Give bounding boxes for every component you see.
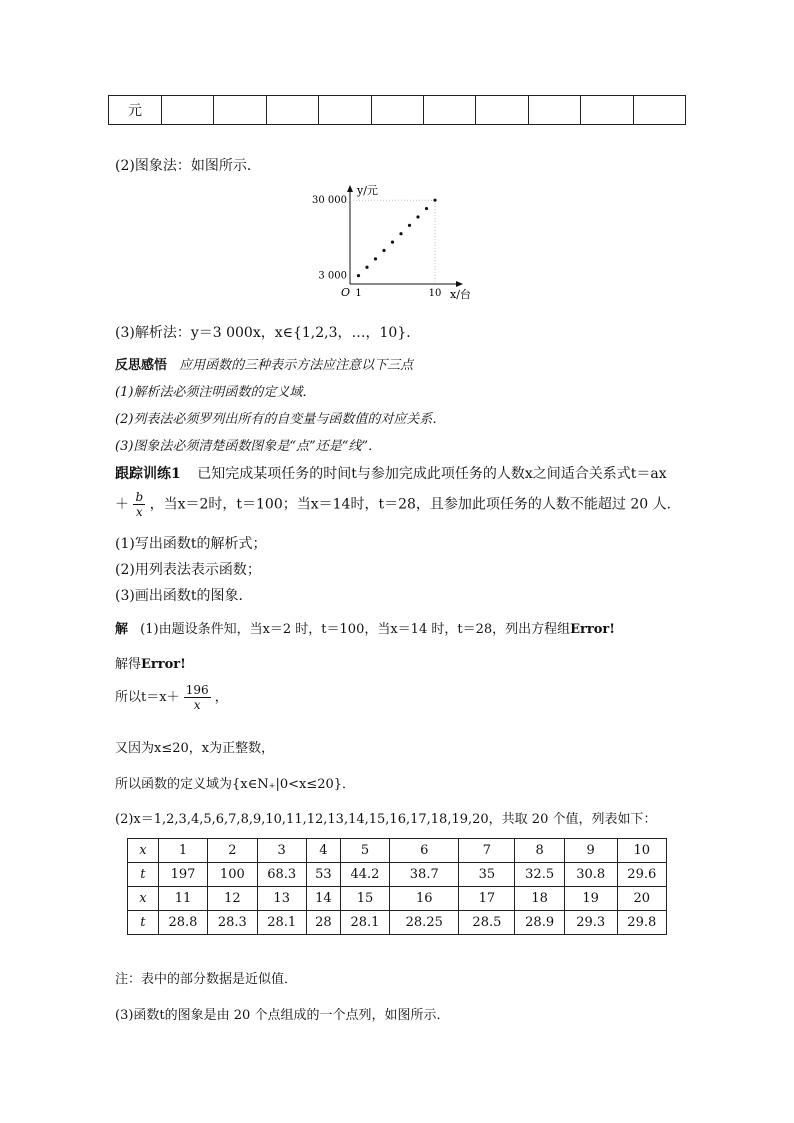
error-text: Error!	[141, 657, 186, 672]
table-cell: 11	[158, 887, 207, 911]
top-table-cell	[633, 96, 685, 125]
top-table-cell	[423, 96, 475, 125]
table-row-header: t	[128, 911, 159, 935]
x-axis-label: x/台	[450, 288, 471, 301]
table-cell: 18	[515, 887, 564, 911]
reflection-heading	[115, 354, 413, 373]
graph-method-text: (2)图象法：如图所示．	[115, 158, 261, 174]
fraction-denominator: x	[193, 698, 201, 712]
table-cell: 53	[306, 863, 340, 887]
table-cell: 32.5	[515, 863, 564, 887]
exercise-question-1: (1)写出函数t的解析式；	[115, 536, 267, 552]
data-point	[399, 232, 402, 235]
x-tick-label: 10	[428, 288, 442, 299]
y-tick-label: 3 000	[318, 270, 347, 282]
table-row	[128, 887, 667, 911]
y-axis-label: y/元	[357, 184, 378, 197]
solution-text-3: 所以t＝x＋	[115, 690, 180, 705]
top-table-cell	[476, 96, 528, 125]
solution-line-1	[115, 618, 615, 637]
table-cell: 28.1	[340, 911, 389, 935]
y-tick-label: 30 000	[312, 195, 347, 207]
table-cell: 28	[306, 911, 340, 935]
solution-fraction	[184, 683, 211, 712]
table-cell: 12	[208, 887, 257, 911]
table-cell: 29.8	[617, 911, 666, 935]
solution-line-3	[115, 683, 228, 712]
solution-line-6: (2)x＝1,2,3,4,5,6,7,8,9,10,11,12,13,14,15,16,17,18,19,20，共取 20 个值，列表如下：	[115, 812, 657, 827]
table-cell: 17	[459, 887, 515, 911]
exercise-line-2	[115, 490, 681, 519]
table-cell: 38.7	[390, 863, 459, 887]
error-text: Error!	[570, 622, 615, 637]
fraction-numerator: 196	[185, 683, 209, 697]
table-note: 注：表中的部分数据是近似值．	[115, 972, 298, 987]
table-row	[128, 911, 667, 935]
data-point	[433, 199, 436, 202]
table-cell: 197	[158, 863, 207, 887]
reflection-title: 反思感悟	[115, 358, 168, 373]
table-row	[128, 839, 667, 863]
table-cell: 16	[390, 887, 459, 911]
scatter-points	[357, 199, 437, 278]
exercise-question-2: (2)用列表法表示函数；	[115, 562, 261, 578]
top-table-cell	[319, 96, 371, 125]
table-cell: 19	[564, 887, 617, 911]
reflection-point-2: (2)列表法必须罗列出所有的自变量与函数值的对应关系．	[115, 412, 446, 427]
table-cell: 3	[257, 839, 306, 863]
table-cell: 8	[515, 839, 564, 863]
table-cell: 68.3	[257, 863, 306, 887]
solution-text-1: (1)由题设条件知，当x＝2 时，t＝100，当x＝14 时，t＝28，列出方程组	[140, 622, 571, 637]
table-cell: 28.1	[257, 911, 306, 935]
top-table-cell	[371, 96, 423, 125]
origin-label: O	[341, 286, 351, 299]
solution-line-4: 又因为x≤20，x为正整数，	[115, 741, 275, 756]
x-axis-arrow	[456, 281, 463, 287]
data-point	[391, 240, 394, 243]
table-row	[128, 863, 667, 887]
data-point	[382, 249, 385, 252]
solution-line-7: (3)函数t的图象是由 20 个点组成的一个点列，如图所示．	[115, 1008, 450, 1023]
table-cell: 28.25	[390, 911, 459, 935]
fraction-denominator: x	[135, 505, 143, 519]
top-table-row	[109, 96, 686, 125]
data-point	[425, 207, 428, 210]
exercise-fraction	[133, 490, 145, 519]
data-point	[416, 215, 419, 218]
top-table-cell	[266, 96, 318, 125]
table-cell: 29.3	[564, 911, 617, 935]
solution-text-2: 解得	[115, 657, 142, 672]
exercise-text-1: 已知完成某项任务的时间t与参加完成此项任务的人数x之间适合关系式t＝ax	[197, 466, 667, 482]
top-table-cell	[214, 96, 266, 125]
exercise-question-3: (3)画出函数t的图象．	[115, 588, 253, 604]
scatter-chart	[300, 180, 500, 305]
table-row-header: x	[128, 839, 159, 863]
table-cell: 10	[617, 839, 666, 863]
table-cell: 44.2	[340, 863, 389, 887]
analytic-method-text: (3)解析法：y＝3 000x，x∈{1,2,3，…，10}．	[115, 325, 421, 341]
table-cell: 15	[340, 887, 389, 911]
table-cell: 1	[158, 839, 207, 863]
top-table-row-label: 元	[109, 96, 162, 125]
x-tick-label: 1	[355, 288, 362, 299]
table-cell: 7	[459, 839, 515, 863]
solution-label: 解	[115, 622, 129, 637]
solution-text-3-post: ，	[214, 690, 228, 705]
value-table	[127, 838, 667, 935]
table-cell: 9	[564, 839, 617, 863]
top-table-cell	[528, 96, 580, 125]
y-axis-arrow	[347, 185, 353, 192]
exercise-line-1	[115, 463, 667, 483]
reflection-intro: 应用函数的三种表示方法应注意以下三点	[179, 358, 414, 373]
exercise-plus: ＋	[115, 496, 129, 513]
solution-line-2	[115, 653, 186, 672]
table-cell: 28.9	[515, 911, 564, 935]
table-cell: 14	[306, 887, 340, 911]
table-cell: 29.6	[617, 863, 666, 887]
table-row-header: x	[128, 887, 159, 911]
table-cell: 28.8	[158, 911, 207, 935]
reflection-point-3: (3)图象法必须清楚函数图象是“点”还是“线”．	[115, 439, 381, 454]
table-cell: 13	[257, 887, 306, 911]
reflection-point-1: (1)解析法必须注明函数的定义域．	[115, 385, 316, 400]
top-table-cell	[162, 96, 214, 125]
table-cell: 28.3	[208, 911, 257, 935]
table-cell: 100	[208, 863, 257, 887]
solution-line-5: 所以函数的定义域为{x∈N₊|0<x≤20}．	[115, 777, 356, 792]
fraction-numerator: b	[135, 490, 144, 504]
table-cell: 28.5	[459, 911, 515, 935]
table-cell: 20	[617, 887, 666, 911]
data-point	[374, 257, 377, 260]
table-cell: 30.8	[564, 863, 617, 887]
table-cell: 35	[459, 863, 515, 887]
exercise-text-2: ，当x＝2时，t＝100；当x＝14时，t＝28，且参加此项任务的人数不能超过 20 人．	[149, 496, 681, 513]
table-row-header: t	[128, 863, 159, 887]
data-point	[365, 266, 368, 269]
exercise-label: 跟踪训练1	[115, 466, 181, 482]
top-table-cell	[581, 96, 633, 125]
table-cell: 2	[208, 839, 257, 863]
data-point	[357, 274, 360, 277]
top-table	[108, 95, 686, 125]
table-cell: 4	[306, 839, 340, 863]
table-cell: 5	[340, 839, 389, 863]
data-point	[408, 224, 411, 227]
table-cell: 6	[390, 839, 459, 863]
